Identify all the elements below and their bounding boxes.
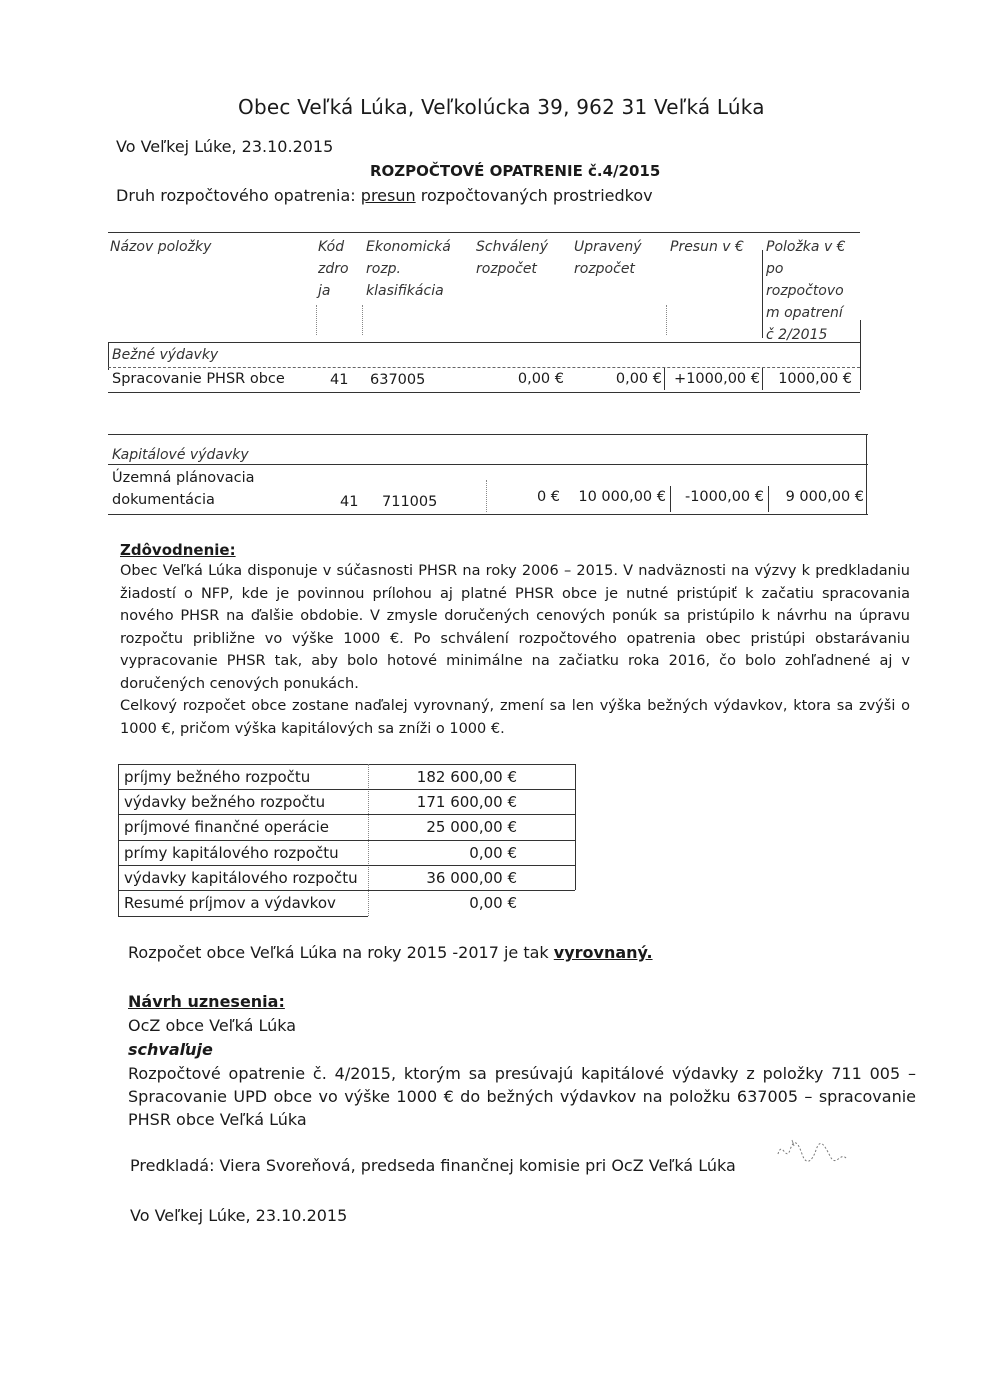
col-header-nazov: Názov položky	[110, 239, 212, 255]
measure-type-label: Druh rozpočtového opatrenia:	[116, 186, 356, 205]
row-kod: 41	[330, 372, 349, 388]
row-presun: +1000,00 €	[674, 371, 760, 387]
date-place-top: Vo Veľkej Lúke, 23.10.2015	[116, 137, 334, 156]
approves-label: schvaľuje	[128, 1040, 213, 1059]
date-place-bottom: Vo Veľkej Lúke, 23.10.2015	[130, 1206, 348, 1225]
submitted-by: Predkladá: Viera Svoreňová, predseda finančnej komisie pri OcZ Veľká Lúka	[130, 1156, 736, 1175]
section-capital-title: Kapitálové výdavky	[112, 447, 249, 463]
summary-row: príjmy bežného rozpočtu 182 600,00 €	[124, 768, 517, 786]
row-ek: 637005	[370, 372, 426, 388]
row-upraveny: 10 000,00 €	[578, 489, 666, 505]
justification-paragraph-1: Obec Veľká Lúka disponuje v súčasnosti PHSR na roky 2006 – 2015. V nadväznosti na výzvy k predkladaniu žiadostí o NFP, kde je povinnou prílohou aj platné PHSR obce je nutné pristúpiť k začatiu spracovania nového PHSR na ďalšie obdobie. V zmysle doručených cenových ponúk sa pristúpilo k návrhu na úpravu rozpočtu približne vo výške 1000 €. Po schválení rozpočtového opatrenia obec pristúpi obstarávaniu vypracovanie PHSR tak, aby bolo hotové minimálne na začiatku roka 2016, čo bolo zohľadnené aj v doručených cenových ponukách.	[120, 563, 910, 692]
row-upraveny: 0,00 €	[615, 371, 662, 387]
summary-row: Resumé príjmov a výdavkov 0,00 €	[124, 894, 517, 912]
col-header-ek: Ekonomická rozp. klasifikácia	[366, 239, 451, 299]
signature	[772, 1132, 852, 1176]
justification-heading: Zdôvodnenie:	[120, 541, 236, 559]
col-header-kod: Kód zdro ja	[318, 239, 349, 299]
document-title: ROZPOČTOVÉ OPATRENIE č.4/2015	[370, 162, 661, 180]
col-header-presun: Presun v €	[670, 239, 744, 255]
col-header-schvaleny: Schválený rozpočet	[476, 239, 548, 277]
row-name: Územná plánovacia dokumentácia	[112, 470, 255, 508]
row-polozka: 9 000,00 €	[785, 489, 864, 505]
summary-row: prímy kapitálového rozpočtu 0,00 €	[124, 844, 517, 862]
row-kod: 41	[340, 494, 359, 510]
col-header-upraveny: Upravený rozpočet	[574, 239, 642, 277]
row-schvaleny: 0 €	[536, 489, 560, 505]
justification-paragraph-2: Celkový rozpočet obce zostane naďalej vyrovnaný, zmení sa len výška bežných výdavkov, ktora sa zvýši o 1000 €, pričom výška kapitálových sa zníži o 1000 €.	[120, 698, 910, 737]
measure-type-line	[116, 186, 653, 205]
council-name: OcZ obce Veľká Lúka	[128, 1016, 297, 1035]
resolution-heading: Návrh uznesenia:	[128, 992, 285, 1011]
row-schvaleny: 0,00 €	[517, 371, 564, 387]
measure-type-value: presun	[360, 186, 416, 205]
measure-type-rest: rozpočtovaných prostriedkov	[420, 186, 653, 205]
budget-conclusion: Rozpočet obce Veľká Lúka na roky 2015 -2017 je tak vyrovnaný.	[128, 943, 653, 962]
summary-row: výdavky bežného rozpočtu 171 600,00 €	[124, 793, 517, 811]
summary-row: príjmové finančné operácie 25 000,00 €	[124, 818, 517, 836]
row-presun: -1000,00 €	[684, 489, 764, 505]
row-ek: 711005	[382, 494, 438, 510]
municipality-header: Obec Veľká Lúka, Veľkolúcka 39, 962 31 Veľká Lúka	[238, 95, 765, 119]
col-header-polozka: Položka v € po rozpočtovo m opatrení č 2/2015	[766, 239, 846, 343]
row-name: Spracovanie PHSR obce	[112, 371, 285, 387]
resolution-text: Rozpočtové opatrenie č. 4/2015, ktorým sa presúvajú kapitálové výdavky z položky 711 005 – Spracovanie UPD obce vo výške 1000 € do bežných výdavkov na položku 637005 – spracovanie PHSR obce Veľká Lúka	[128, 1064, 916, 1129]
summary-row: výdavky kapitálového rozpočtu 36 000,00 €	[124, 869, 517, 887]
row-polozka: 1000,00 €	[778, 371, 852, 387]
section-current-title: Bežné výdavky	[112, 347, 219, 363]
